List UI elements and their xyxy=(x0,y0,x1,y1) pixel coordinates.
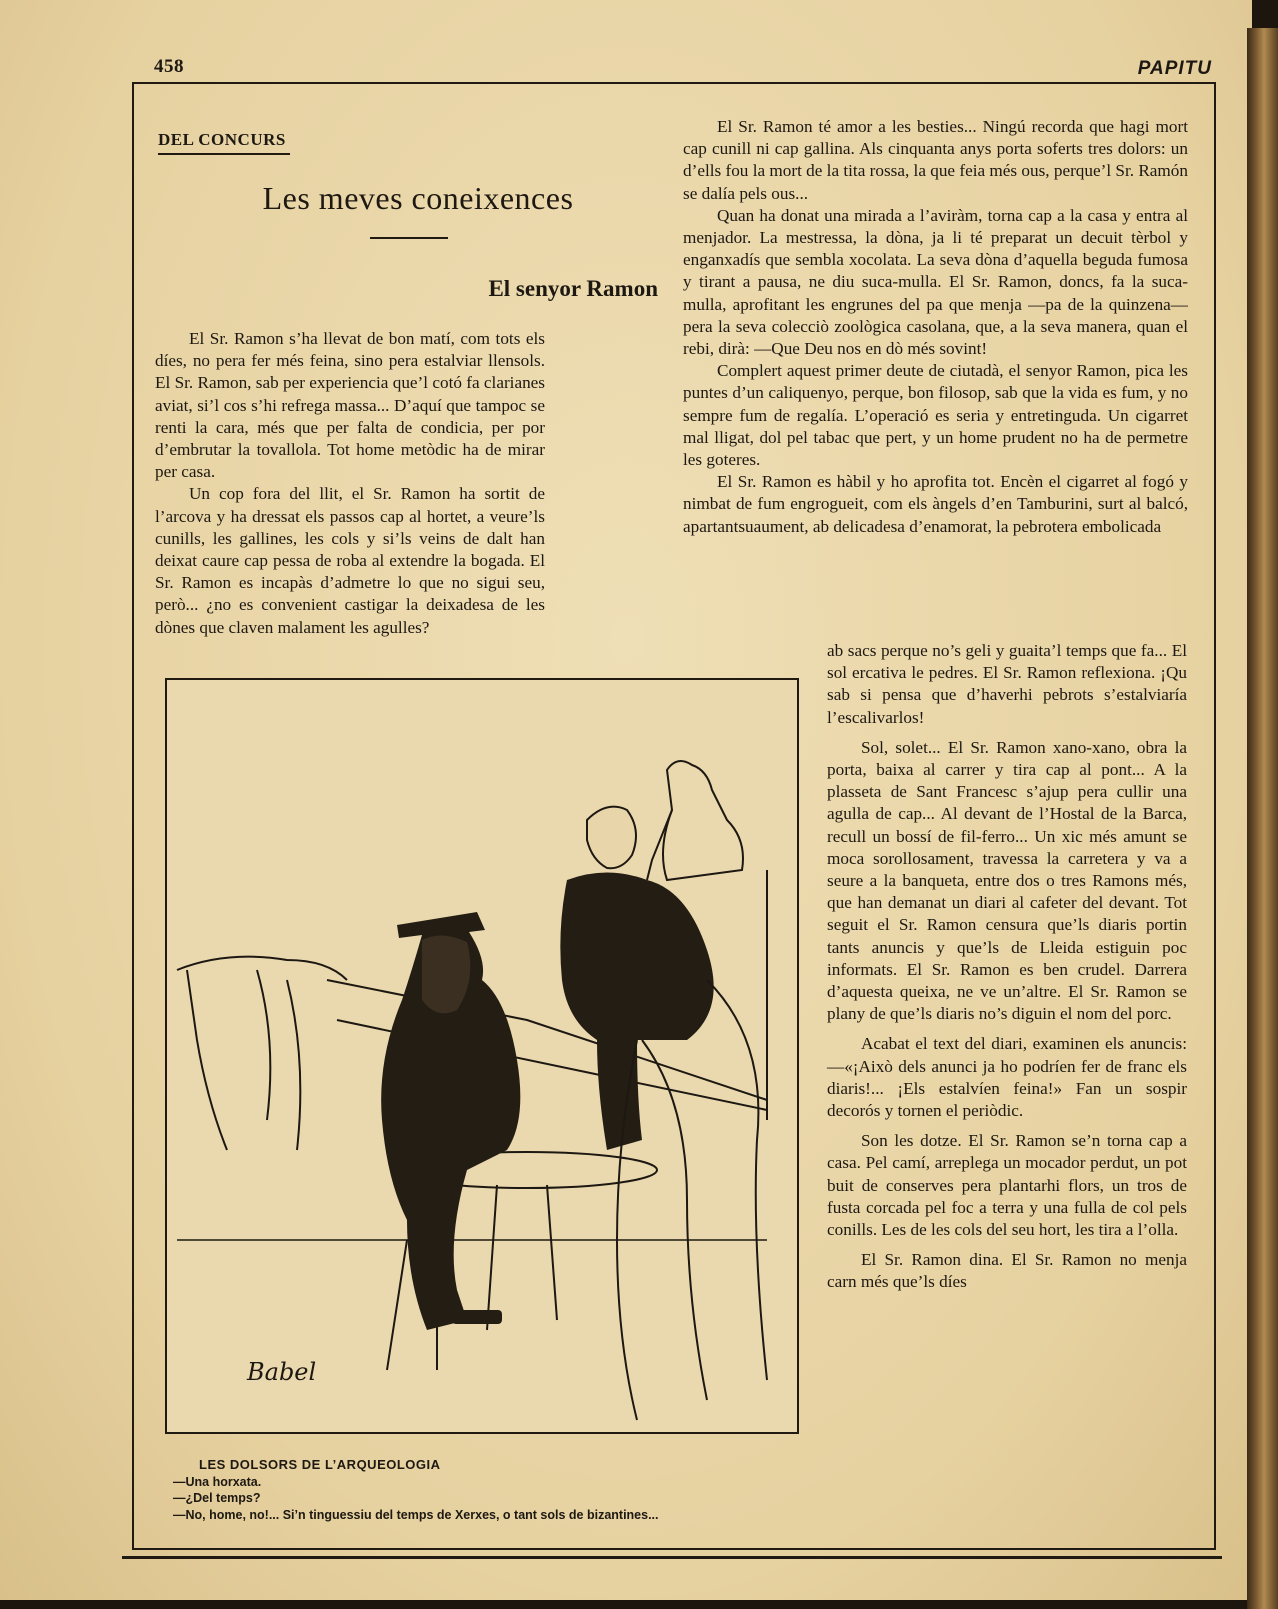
paragraph: Complert aquest primer deute de ciutadà, el senyor Ramon, pica les puntes d’un caliquenyo, perque, bon filosop, sab que la vida es fum, y no sempre fum de regalía. L’operació es seria y entretinguda. Un cigarret mal lligat, dol pel tabac que pert, y un home prudent no ha de permetre les goteres. xyxy=(683,361,1188,470)
cartoon-drawing xyxy=(167,680,797,1432)
caption-line: —No, home, no!... Si’n tinguessiu del temps de Xerxes, o tant sols de bizantines... xyxy=(173,1507,659,1522)
masthead: PAPITU xyxy=(1137,58,1212,79)
paragraph: Un cop fora del llit, el Sr. Ramon ha sortit de l’arcova y ha dressat els passos cap al hortet, a veure’ls cunills, les gallines, les cols y si’ls veins de dalt han deixat caure cap pessa de roba al extendre la bogada. El Sr. Ramon es incapàs d’admetre lo que no sigui seu, però... ¿no es convenient castigar la deixadesa de les dònes que claven malament les agulles? xyxy=(155,484,545,637)
article-subtitle: El senyor Ramon xyxy=(488,276,658,301)
left-column xyxy=(155,328,545,639)
paragraph: El Sr. Ramon té amor a les besties... Ningú recorda que hagi mort cap cunill ni cap gallina. Als cinquanta anys porta soferts tres dolors: un d’ells fou la mort de la tita rossa, la que feia més ous, perque’l Sr. Ramón se dalía pels ous... xyxy=(683,117,1188,203)
page-number: 458 xyxy=(154,56,184,77)
paragraph: El Sr. Ramon es hàbil y ho aprofita tot. Encèn el cigarret al fogó y nimbat de fum engrogueit, com els àngels d’en Tamburini, surt al balcó, apartantsuaument, ab delicadesa d’enamorat, la pebrotera embolicada xyxy=(683,472,1188,536)
paragraph: El Sr. Ramon dina. El Sr. Ramon no menja carn més que’ls díes xyxy=(827,1250,1187,1292)
section-underline xyxy=(158,153,290,155)
article-title: Les meves coneixences xyxy=(262,180,574,216)
paragraph: Sol, solet... El Sr. Ramon xano-xano, obra la porta, baixa al carrer y tira cap al pont... A la plasseta de Sant Francesc s’ajup pera cullir una agulla de cap... Al devant de l’Hostal de la Barca, recull un bossí de fil-ferro... Un xic més amunt se moca sorollosament, travessa la carretera y va a seure a la banqueta, entre dos o tres Ramons més, que han demanat un diari al cafeter del devant. Tot seguit el Sr. Ramon censura que’ls diaris portin tants anuncis y que’ls de Lleida estiguin poc informats. El Sr. Ramon es ben crudel. Darrera d’aquesta queixa, ne ve un’altre. El Sr. Ramon se plany de que’ls diaris no’s diguin el nom del porc. xyxy=(827,737,1187,1024)
bottom-rule xyxy=(122,1556,1222,1559)
caption-line: —¿Del temps? xyxy=(173,1491,261,1505)
caption-line: —Una horxata. xyxy=(173,1474,262,1489)
paragraph: Acabat el text del diari, examinen els anuncis: —«¡Això dels anunci ja ho podríen fer de franc els diaris!... ¡Els estalvíen feina!» Fan un sospir decorós y tornen el periòdic. xyxy=(827,1034,1187,1121)
paragraph: El Sr. Ramon s’ha llevat de bon matí, com tots els díes, no pera fer més feina, sino pera estalviar llensols. El Sr. Ramon, sab per experiencia que’l cotó fa clarianes aviat, si’l cos s’hi refrega massa... D’aquí que tampoc se renti la cara, més que per falta de condicia, per por d’embrutar la tovallola. Tot home metòdic ha de mirar per casa. xyxy=(155,329,545,482)
paragraph: Son les dotze. El Sr. Ramon se’n torna cap a casa. Pel camí, arreplega un mocador perdut, un pot buit de conserves pera plantarhi flors, un tros de fusta corcada pel foc a terra y una fulla de col pels conills. Les de les cols del seu hort, les tira a l’olla. xyxy=(827,1131,1187,1240)
paragraph: ab sacs perque no’s geli y guaita’l temps que fa... El sol ercativa le pedres. El Sr. Ramon reflexiona. ¡Qu sab si pensa que d’haverhi pebrots s’estalviaría l’escalivarlos! xyxy=(827,641,1187,727)
right-column xyxy=(683,116,1188,538)
paragraph: Quan ha donat una mirada a l’aviràm, torna cap a la casa y entra al menjador. La mestressa, la dòna, ja li té preparat un decuit tèrbol y enganxadís que sembla xocolata. La seva dòna d’aquella beguda fumosa y tirant a pausa, ne diu suca-mulla. El Sr. Ramon, doncs, fa la suca-mulla, aprofitant les engrunes del pa que menja —pa de la quinzena— pera la seva colecciò zoològica casolana, que, a la seva manera, quan el rebi, dirà: —Que Deu nos en dò més sovint! xyxy=(683,205,1188,359)
cartoon-illustration xyxy=(165,678,799,1434)
illustration-caption xyxy=(173,1457,659,1523)
caption-title: LES DOLSORS DE L’ARQUEOLOGIA xyxy=(199,1457,441,1472)
artist-signature: Babel xyxy=(247,1358,317,1386)
book-spine xyxy=(1247,28,1278,1609)
narrow-column xyxy=(827,640,1187,1302)
title-rule xyxy=(370,237,448,239)
section-label: DEL CONCURS xyxy=(158,130,286,149)
